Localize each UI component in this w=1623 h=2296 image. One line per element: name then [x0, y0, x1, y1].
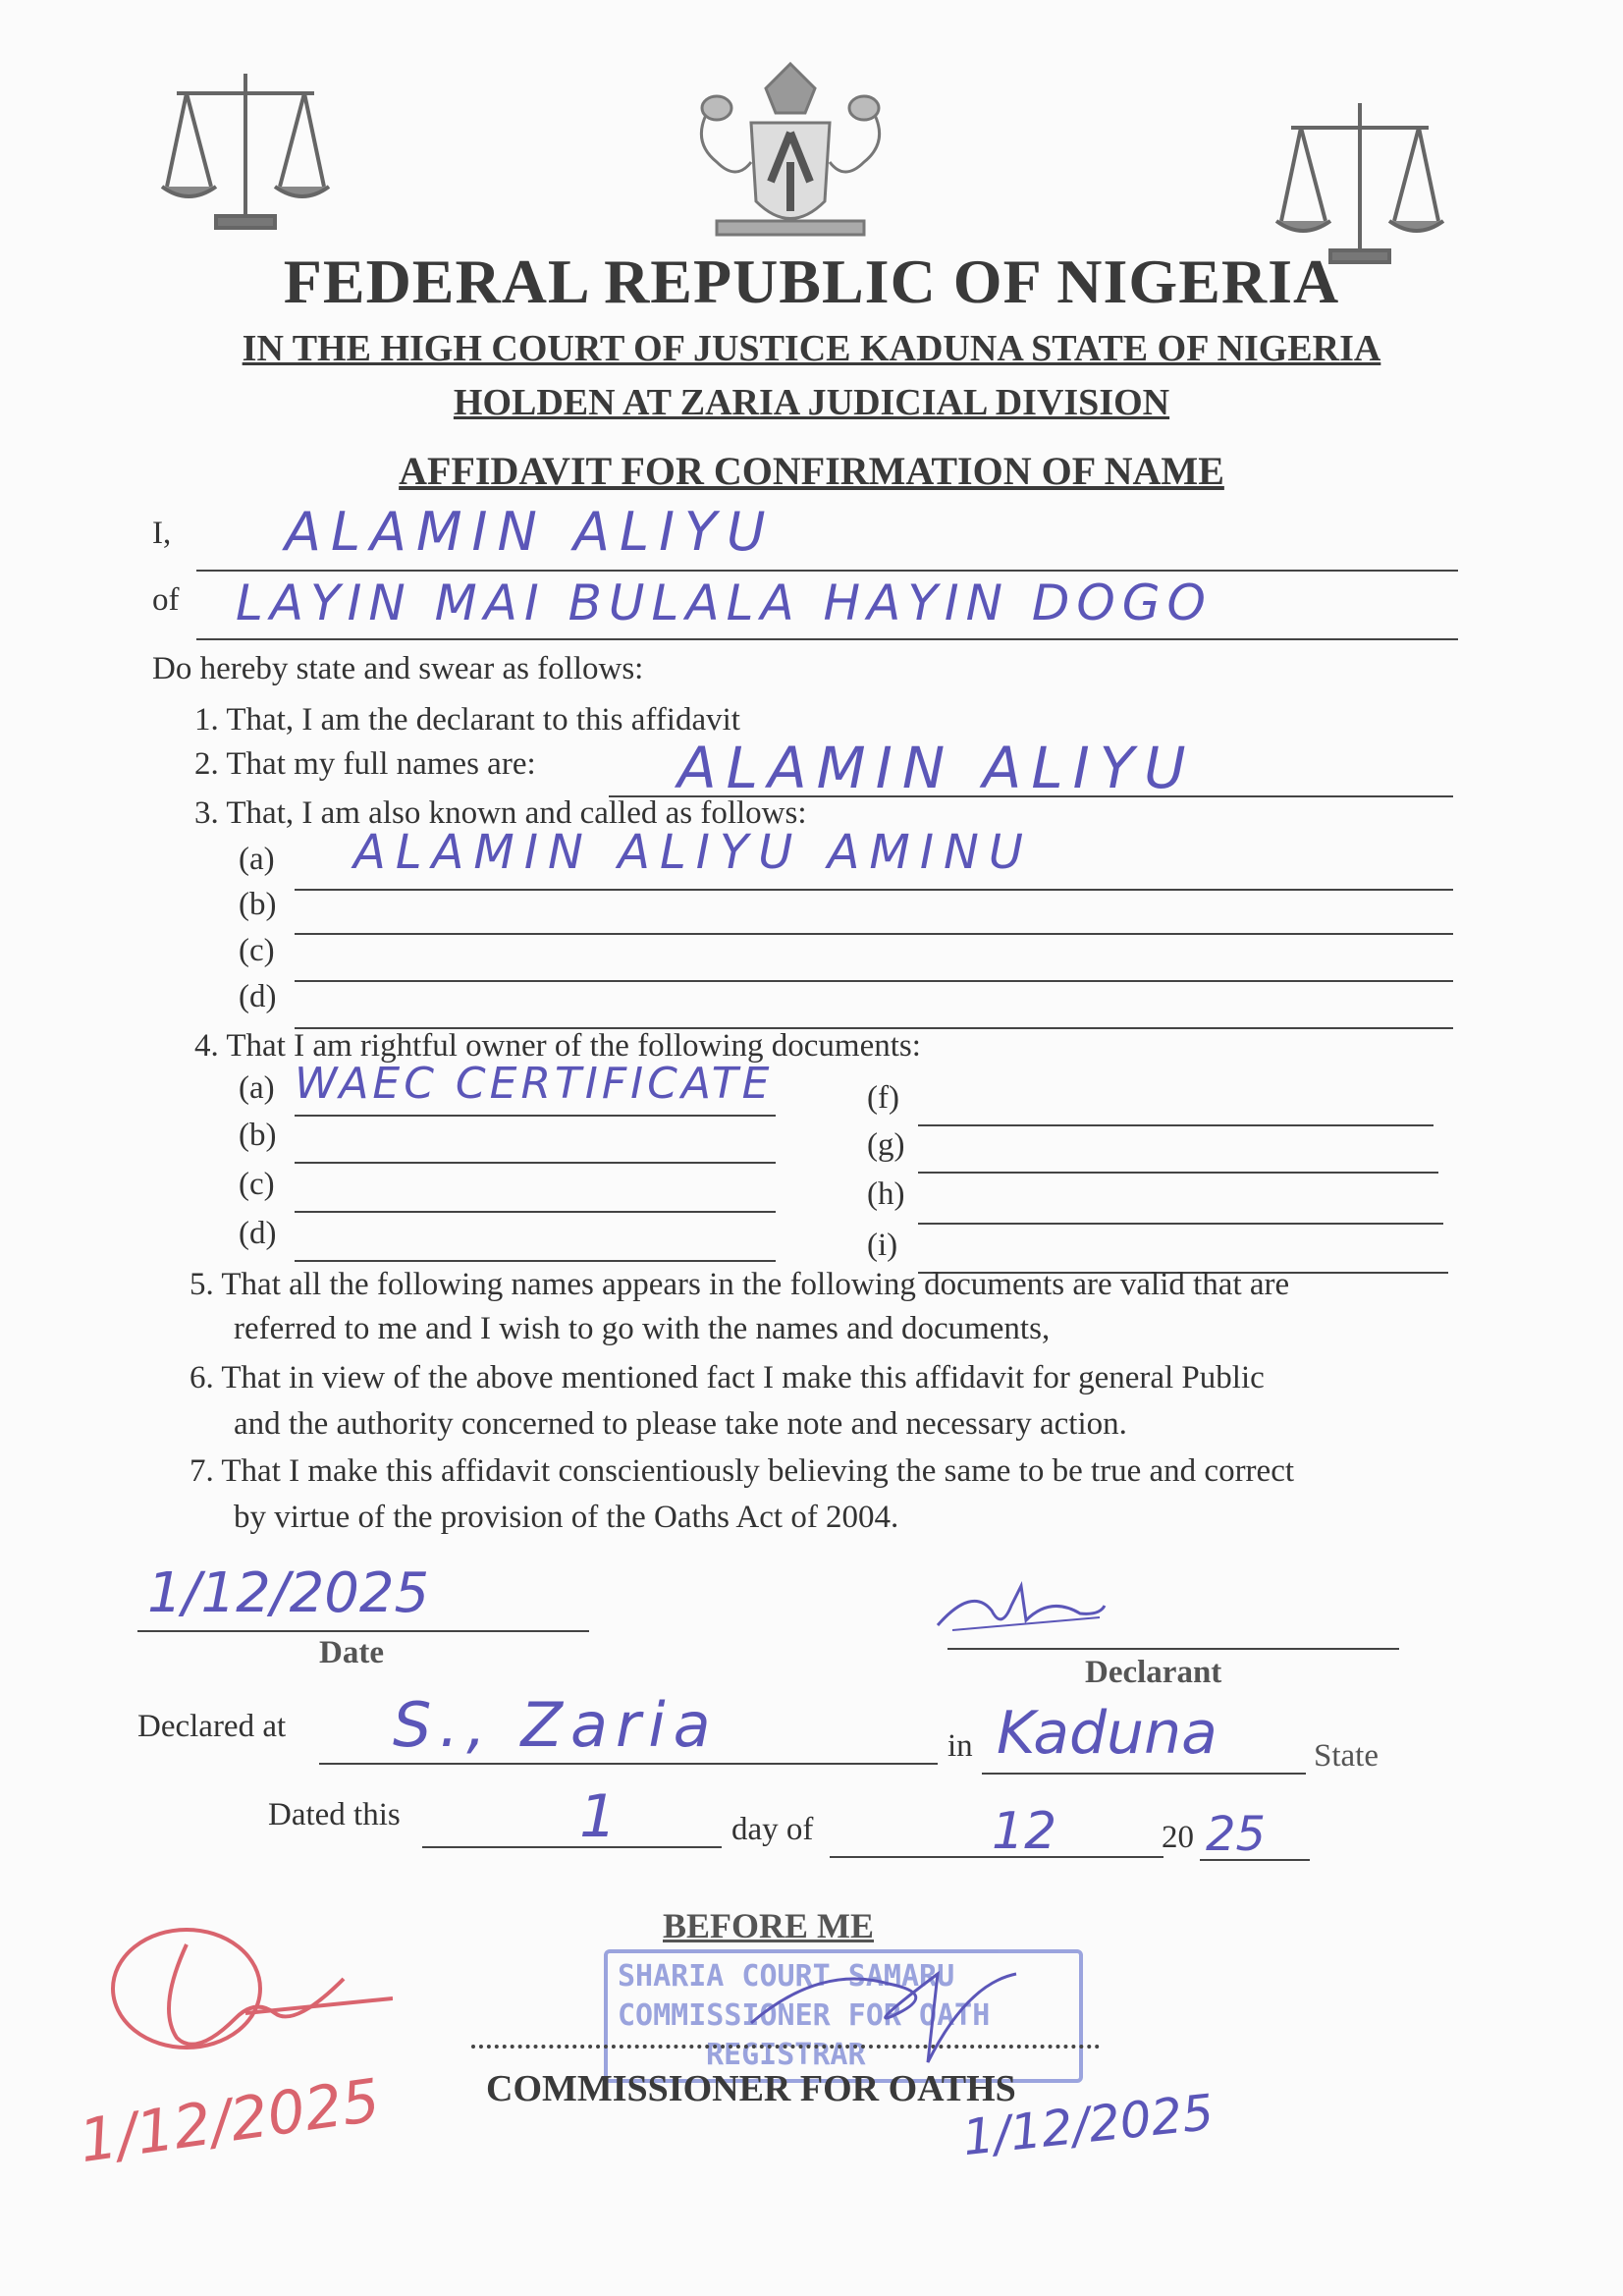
doc-f-label: (f): [867, 1080, 899, 1116]
alias-a-label: (a): [239, 842, 275, 877]
red-date: 1/12/2025: [75, 2065, 385, 2177]
item-7-line-1: 7. That I make this affidavit conscientiously believing the same to be true and correct: [189, 1453, 1295, 1489]
doc-f-line: [918, 1124, 1434, 1126]
dated-this-label: Dated this: [268, 1797, 401, 1832]
item-6-line-2: and the authority concerned to please take note and necessary action.: [234, 1406, 1127, 1442]
doc-d-label: (d): [239, 1216, 277, 1251]
declared-at-label: Declared at: [137, 1709, 287, 1744]
item-6-line-1: 6. That in view of the above mentioned fact I make this affidavit for general Public: [189, 1360, 1265, 1395]
i-label: I,: [152, 516, 172, 551]
year-value: 25: [1206, 1807, 1267, 1862]
stamp-line-1: SHARIA COURT SAMARU: [618, 1959, 955, 1994]
coat-of-arms-icon: [677, 54, 903, 250]
doc-h-label: (h): [867, 1176, 905, 1212]
month-value: 12: [992, 1802, 1057, 1861]
doc-d-line: [295, 1260, 776, 1262]
day-of-label: day of: [731, 1812, 814, 1847]
affidavit-title: AFFIDAVIT FOR CONFIRMATION OF NAME: [399, 449, 1224, 493]
doc-b-label: (b): [239, 1118, 277, 1153]
alias-b-line: [295, 933, 1453, 935]
doc-a-line: [295, 1115, 776, 1117]
division-title: HOLDEN AT ZARIA JUDICIAL DIVISION: [453, 382, 1170, 423]
state-line: [982, 1773, 1306, 1775]
item-5-line-2: referred to me and I wish to go with the names and documents,: [234, 1311, 1051, 1346]
declarant-address: LAYIN MAI BULALA HAYIN DOGO: [236, 574, 1213, 631]
doc-c-label: (c): [239, 1167, 275, 1202]
address-line: [196, 638, 1458, 640]
of-label: of: [152, 582, 180, 618]
item-7-line-2: by virtue of the provision of the Oaths Act of 2004.: [234, 1500, 899, 1535]
year-prefix: 20: [1162, 1820, 1194, 1855]
stamp-line-3: REGISTRAR: [706, 2038, 866, 2072]
item-2: 2. That my full names are:: [194, 746, 536, 782]
item-4: 4. That I am rightful owner of the following documents:: [194, 1028, 921, 1064]
item-5-line-1: 5. That all the following names appears in the following documents are valid that are: [189, 1267, 1290, 1302]
doc-g-label: (g): [867, 1127, 905, 1163]
blue-date: 1/12/2025: [959, 2083, 1217, 2167]
doc-b-line: [295, 1162, 776, 1164]
declarant-signature: [933, 1576, 1109, 1645]
alias-a-value: ALAMIN ALIYU AMINU: [353, 825, 1034, 880]
date-value: 1/12/2025: [147, 1561, 430, 1625]
commissioner-label: COMMISSIONER FOR OATHS: [486, 2068, 1016, 2109]
alias-a-line: [295, 889, 1453, 891]
doc-i-label: (i): [867, 1228, 898, 1263]
in-label: in: [947, 1728, 973, 1764]
date-label: Date: [319, 1635, 384, 1670]
day-value: 1: [579, 1782, 618, 1851]
court-title: IN THE HIGH COURT OF JUSTICE KADUNA STATE OF NIGERIA: [242, 328, 1381, 369]
full-names-value: ALAMIN ALIYU: [677, 735, 1196, 801]
red-signature: [98, 1920, 393, 2087]
scales-of-justice-left-icon: [157, 59, 334, 236]
declarant-line: [947, 1648, 1399, 1650]
state-label: State: [1314, 1738, 1379, 1774]
doc-a-value: WAEC CERTIFICATE: [295, 1059, 774, 1109]
doc-g-line: [918, 1172, 1438, 1174]
date-line: [137, 1630, 589, 1632]
alias-d-label: (d): [239, 979, 277, 1014]
alias-c-line: [295, 980, 1453, 982]
declarant-name: ALAMIN ALIYU: [285, 501, 776, 563]
item-3: 3. That, I am also known and called as follows:: [194, 795, 807, 831]
commissioner-signature: [741, 1944, 1036, 2072]
declarant-label: Declarant: [1085, 1655, 1222, 1690]
declared-at-value: S., Zaria: [393, 1689, 719, 1761]
stamp-line-2: COMMISSIONER FOR OATH: [618, 1998, 991, 2033]
item-1: 1. That, I am the declarant to this affidavit: [194, 702, 740, 738]
country-title: FEDERAL REPUBLIC OF NIGERIA: [283, 246, 1340, 316]
before-me-label: BEFORE ME: [663, 1906, 875, 1945]
day-line: [422, 1846, 722, 1848]
alias-b-label: (b): [239, 887, 277, 922]
declared-at-line: [319, 1763, 938, 1765]
name-line: [196, 570, 1458, 572]
doc-c-line: [295, 1211, 776, 1213]
alias-c-label: (c): [239, 933, 275, 968]
doc-h-line: [918, 1223, 1443, 1225]
scales-of-justice-right-icon: [1271, 93, 1448, 270]
oath-text: Do hereby state and swear as follows:: [152, 651, 644, 686]
state-value: Kaduna: [997, 1699, 1217, 1768]
doc-a-label: (a): [239, 1070, 275, 1106]
